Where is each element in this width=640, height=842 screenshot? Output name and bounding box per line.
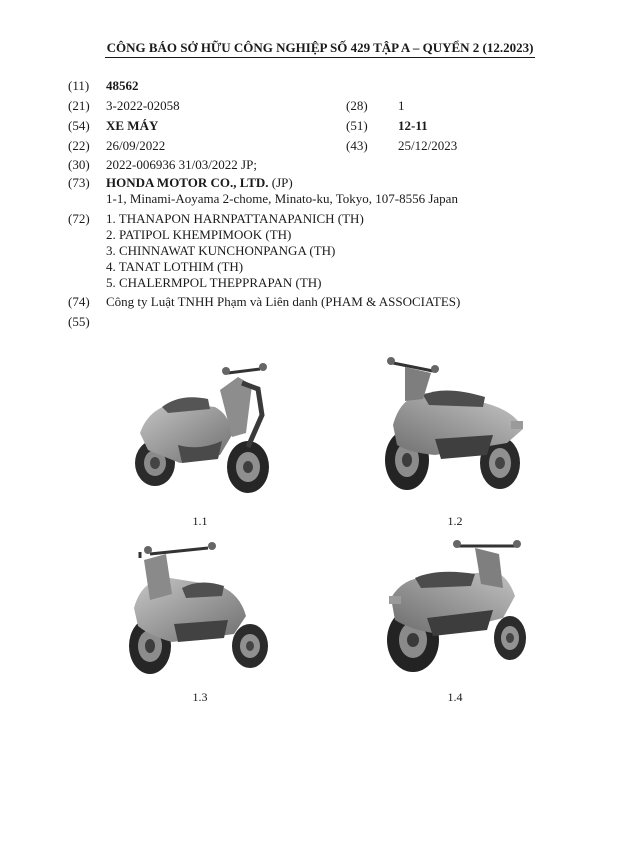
priority-data: 2022-006936 31/03/2022 JP; <box>106 157 257 172</box>
figure-caption-1-2: 1.2 <box>447 514 463 528</box>
motorcycle-figure-1-2 <box>375 355 535 505</box>
code-30: (30) <box>68 157 90 172</box>
motorcycle-figure-1-4 <box>375 538 535 688</box>
code-11: (11) <box>68 78 90 93</box>
page-header <box>0 40 640 58</box>
code-54: (54) <box>68 118 90 133</box>
owner-address: 1-1, Minami-Aoyama 2-chome, Minato-ku, Tokyo, 107-8556 Japan <box>106 191 458 206</box>
registration-number: 48562 <box>106 78 139 93</box>
inventor-4: 4. TANAT LOTHIM (TH) <box>106 259 244 274</box>
code-22: (22) <box>68 138 90 153</box>
inventor-5: 5. CHALERMPOL THEPPRAPAN (TH) <box>106 275 322 290</box>
locarno-class: 12-11 <box>398 118 428 133</box>
filing-date: 26/09/2022 <box>106 138 166 153</box>
agent: Công ty Luật TNHH Phạm và Liên danh (PHAM & ASSOCIATES) <box>106 294 461 309</box>
code-51: (51) <box>346 118 368 133</box>
owner-country: (JP) <box>268 175 293 190</box>
code-72: (72) <box>68 211 90 226</box>
inventor-3: 3. CHINNAWAT KUNCHONPANGA (TH) <box>106 243 336 258</box>
motorcycle-figure-1-3 <box>120 538 280 688</box>
publication-date: 25/12/2023 <box>398 138 458 153</box>
application-number: 3-2022-02058 <box>106 98 180 113</box>
code-55: (55) <box>68 314 90 329</box>
motorcycle-figure-1-1 <box>120 355 280 505</box>
figure-caption-1-3: 1.3 <box>192 690 208 704</box>
code-28: (28) <box>346 98 368 113</box>
header-title: CÔNG BÁO SỞ HỮU CÔNG NGHIỆP SỐ 429 TẬP A – QUYỂN 2 (12.2023) <box>105 40 536 58</box>
code-73: (73) <box>68 175 90 190</box>
design-title: XE MÁY <box>106 118 159 133</box>
code-43: (43) <box>346 138 368 153</box>
inventor-2: 2. PATIPOL KHEMPIMOOK (TH) <box>106 227 292 242</box>
figure-caption-1-1: 1.1 <box>192 514 208 528</box>
design-count: 1 <box>398 98 405 113</box>
inventor-1: 1. THANAPON HARNPATTANAPANICH (TH) <box>106 211 364 226</box>
code-74: (74) <box>68 294 90 309</box>
owner <box>106 175 293 191</box>
owner-name: HONDA MOTOR CO., LTD. <box>106 175 269 190</box>
figure-caption-1-4: 1.4 <box>447 690 463 704</box>
code-21: (21) <box>68 98 90 113</box>
